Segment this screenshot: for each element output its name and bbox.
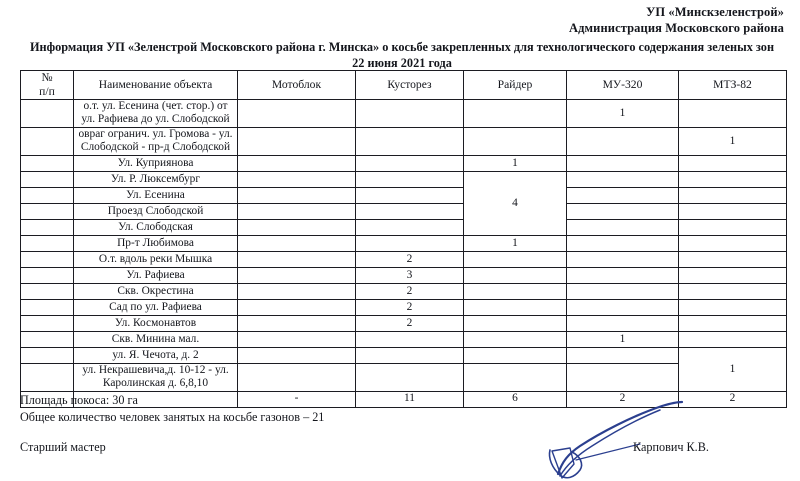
cell-kustorez xyxy=(356,219,464,235)
column-header-kustorez: Кусторез xyxy=(356,71,464,100)
cell-mu320: 1 xyxy=(567,100,679,128)
cell-mtz82 xyxy=(679,219,787,235)
cell-mtz82 xyxy=(679,331,787,347)
cell-number xyxy=(21,267,74,283)
table-row xyxy=(21,187,787,203)
cell-mtz82 xyxy=(679,171,787,187)
totals-cell-rayder: 6 xyxy=(464,391,567,407)
cell-mtz82 xyxy=(679,187,787,203)
table-row xyxy=(21,283,787,299)
column-header-motoblok: Мотоблок xyxy=(238,71,356,100)
mowing-table xyxy=(20,70,787,408)
cell-rayder xyxy=(464,347,567,363)
cell-number xyxy=(21,283,74,299)
table-row xyxy=(21,203,787,219)
cell-mtz82 xyxy=(679,100,787,128)
table-row xyxy=(21,331,787,347)
letterhead-line-2: Администрация Московского района xyxy=(569,21,784,36)
cell-object-name: овраг огранич. ул. Громова - ул. Слободской - пр-д Слободской xyxy=(74,127,238,155)
cell-mu320 xyxy=(567,347,679,363)
cell-number xyxy=(21,100,74,128)
cell-kustorez xyxy=(356,187,464,203)
column-header-mu320: МУ-320 xyxy=(567,71,679,100)
cell-rayder: 1 xyxy=(464,235,567,251)
cell-motoblok xyxy=(238,187,356,203)
cell-mtz82 xyxy=(679,315,787,331)
cell-number xyxy=(21,127,74,155)
cell-number xyxy=(21,363,74,391)
summary-notes xyxy=(20,392,324,427)
cell-kustorez: 2 xyxy=(356,315,464,331)
cell-mu320 xyxy=(567,299,679,315)
cell-object-name: о.т. ул. Есенина (чет. стор.) от ул. Рафиева до ул. Слободской xyxy=(74,100,238,128)
cell-mu320 xyxy=(567,203,679,219)
column-header-number-line-1: № xyxy=(41,71,53,85)
table-header-row xyxy=(21,71,787,100)
cell-object-name: Ул. Космонавтов xyxy=(74,315,238,331)
column-header-rayder: Райдер xyxy=(464,71,567,100)
cell-motoblok xyxy=(238,315,356,331)
cell-number xyxy=(21,251,74,267)
cell-motoblok xyxy=(238,251,356,267)
table-row xyxy=(21,251,787,267)
cell-mu320 xyxy=(567,315,679,331)
cell-mtz82 xyxy=(679,267,787,283)
signer-name: Карпович К.В. xyxy=(633,440,709,454)
note-people-count: Общее количество человек занятых на косьбе газонов – 21 xyxy=(20,410,325,425)
cell-object-name: Ул. Есенина xyxy=(74,187,238,203)
cell-motoblok xyxy=(238,171,356,187)
cell-object-name: Скв. Минина мал. xyxy=(74,331,238,347)
cell-object-name: Пр-т Любимова xyxy=(74,235,238,251)
totals-cell-mu320: 2 xyxy=(567,391,679,407)
table-row xyxy=(21,235,787,251)
cell-number xyxy=(21,187,74,203)
cell-kustorez xyxy=(356,100,464,128)
table-row xyxy=(21,267,787,283)
cell-object-name: ул. Я. Чечота, д. 2 xyxy=(74,347,238,363)
cell-kustorez xyxy=(356,331,464,347)
table-row xyxy=(21,315,787,331)
cell-motoblok xyxy=(238,267,356,283)
cell-object-name: ул. Некрашевича,д. 10-12 - ул. Каролинская д. 6,8,10 xyxy=(74,363,238,391)
document-title-line-1: Информация УП «Зеленстрой Московского района г. Минска» о косьбе закрепленных для технологического содержания зеленых зон xyxy=(29,40,775,54)
cell-kustorez xyxy=(356,155,464,171)
cell-rayder xyxy=(464,127,567,155)
note-mowing-area: Площадь покоса: 30 га xyxy=(20,393,138,407)
cell-number xyxy=(21,331,74,347)
cell-rayder: 4 xyxy=(464,171,567,235)
table-row xyxy=(21,171,787,187)
cell-rayder xyxy=(464,283,567,299)
cell-motoblok xyxy=(238,203,356,219)
table-row xyxy=(21,219,787,235)
table-row xyxy=(21,347,787,363)
totals-cell-kustorez: 11 xyxy=(356,391,464,407)
cell-motoblok xyxy=(238,299,356,315)
cell-kustorez xyxy=(356,127,464,155)
cell-motoblok xyxy=(238,100,356,128)
cell-number xyxy=(21,203,74,219)
cell-number xyxy=(21,235,74,251)
table-row xyxy=(21,363,787,391)
signature-icon xyxy=(540,398,790,480)
table-row xyxy=(21,299,787,315)
cell-number xyxy=(21,299,74,315)
cell-number xyxy=(21,171,74,187)
letterhead-line-1: УП «Минскзеленстрой» xyxy=(646,5,784,19)
cell-object-name: Ул. Рафиева xyxy=(74,267,238,283)
cell-mu320 xyxy=(567,127,679,155)
letterhead xyxy=(569,4,784,37)
cell-object-name: Проезд Слободской xyxy=(74,203,238,219)
cell-object-name: Ул. Р. Люксембург xyxy=(74,171,238,187)
cell-mtz82 xyxy=(679,251,787,267)
cell-number xyxy=(21,347,74,363)
table-row xyxy=(21,127,787,155)
cell-kustorez xyxy=(356,235,464,251)
cell-rayder xyxy=(464,251,567,267)
cell-mu320 xyxy=(567,219,679,235)
cell-number xyxy=(21,219,74,235)
column-header-mtz82: МТЗ-82 xyxy=(679,71,787,100)
cell-object-name: Ул. Куприянова xyxy=(74,155,238,171)
cell-motoblok xyxy=(238,283,356,299)
column-header-number xyxy=(21,71,74,100)
cell-kustorez: 3 xyxy=(356,267,464,283)
cell-motoblok xyxy=(238,127,356,155)
cell-mtz82 xyxy=(679,283,787,299)
totals-cell-mtz82: 2 xyxy=(679,391,787,407)
signer-role: Старший мастер xyxy=(20,440,106,454)
cell-kustorez xyxy=(356,347,464,363)
cell-rayder xyxy=(464,331,567,347)
cell-number xyxy=(21,155,74,171)
cell-mtz82 xyxy=(679,155,787,171)
cell-mtz82: 1 xyxy=(679,127,787,155)
table-body xyxy=(21,100,787,408)
cell-rayder xyxy=(464,100,567,128)
column-header-name: Наименование объекта xyxy=(74,71,238,100)
cell-kustorez xyxy=(356,171,464,187)
cell-kustorez: 2 xyxy=(356,299,464,315)
cell-kustorez xyxy=(356,203,464,219)
totals-cell-motoblok: - xyxy=(238,391,356,407)
cell-number xyxy=(21,315,74,331)
cell-kustorez xyxy=(356,363,464,391)
cell-object-name: О.т. вдоль реки Мышка xyxy=(74,251,238,267)
cell-mu320 xyxy=(567,267,679,283)
cell-motoblok xyxy=(238,331,356,347)
cell-mu320 xyxy=(567,283,679,299)
cell-rayder: 1 xyxy=(464,155,567,171)
table-row xyxy=(21,100,787,128)
cell-mu320 xyxy=(567,171,679,187)
cell-mtz82 xyxy=(679,235,787,251)
cell-motoblok xyxy=(238,363,356,391)
cell-mu320: 1 xyxy=(567,331,679,347)
cell-mu320 xyxy=(567,187,679,203)
cell-mtz82: 1 xyxy=(679,347,787,391)
cell-mtz82 xyxy=(679,299,787,315)
cell-kustorez: 2 xyxy=(356,251,464,267)
document-title xyxy=(18,40,786,72)
cell-kustorez: 2 xyxy=(356,283,464,299)
cell-mu320 xyxy=(567,155,679,171)
cell-motoblok xyxy=(238,219,356,235)
cell-motoblok xyxy=(238,235,356,251)
table-row xyxy=(21,155,787,171)
cell-rayder xyxy=(464,315,567,331)
cell-object-name: Скв. Окрестина xyxy=(74,283,238,299)
cell-object-name: Ул. Слободская xyxy=(74,219,238,235)
cell-object-name: Сад по ул. Рафиева xyxy=(74,299,238,315)
cell-motoblok xyxy=(238,155,356,171)
cell-rayder xyxy=(464,363,567,391)
cell-mu320 xyxy=(567,251,679,267)
mowing-table-wrapper xyxy=(20,70,786,408)
cell-motoblok xyxy=(238,347,356,363)
cell-mu320 xyxy=(567,235,679,251)
cell-rayder xyxy=(464,267,567,283)
column-header-number-line-2: п/п xyxy=(39,85,55,98)
cell-mu320 xyxy=(567,363,679,391)
document-title-line-2: 22 июня 2021 года xyxy=(352,55,452,70)
cell-rayder xyxy=(464,299,567,315)
cell-mtz82 xyxy=(679,203,787,219)
